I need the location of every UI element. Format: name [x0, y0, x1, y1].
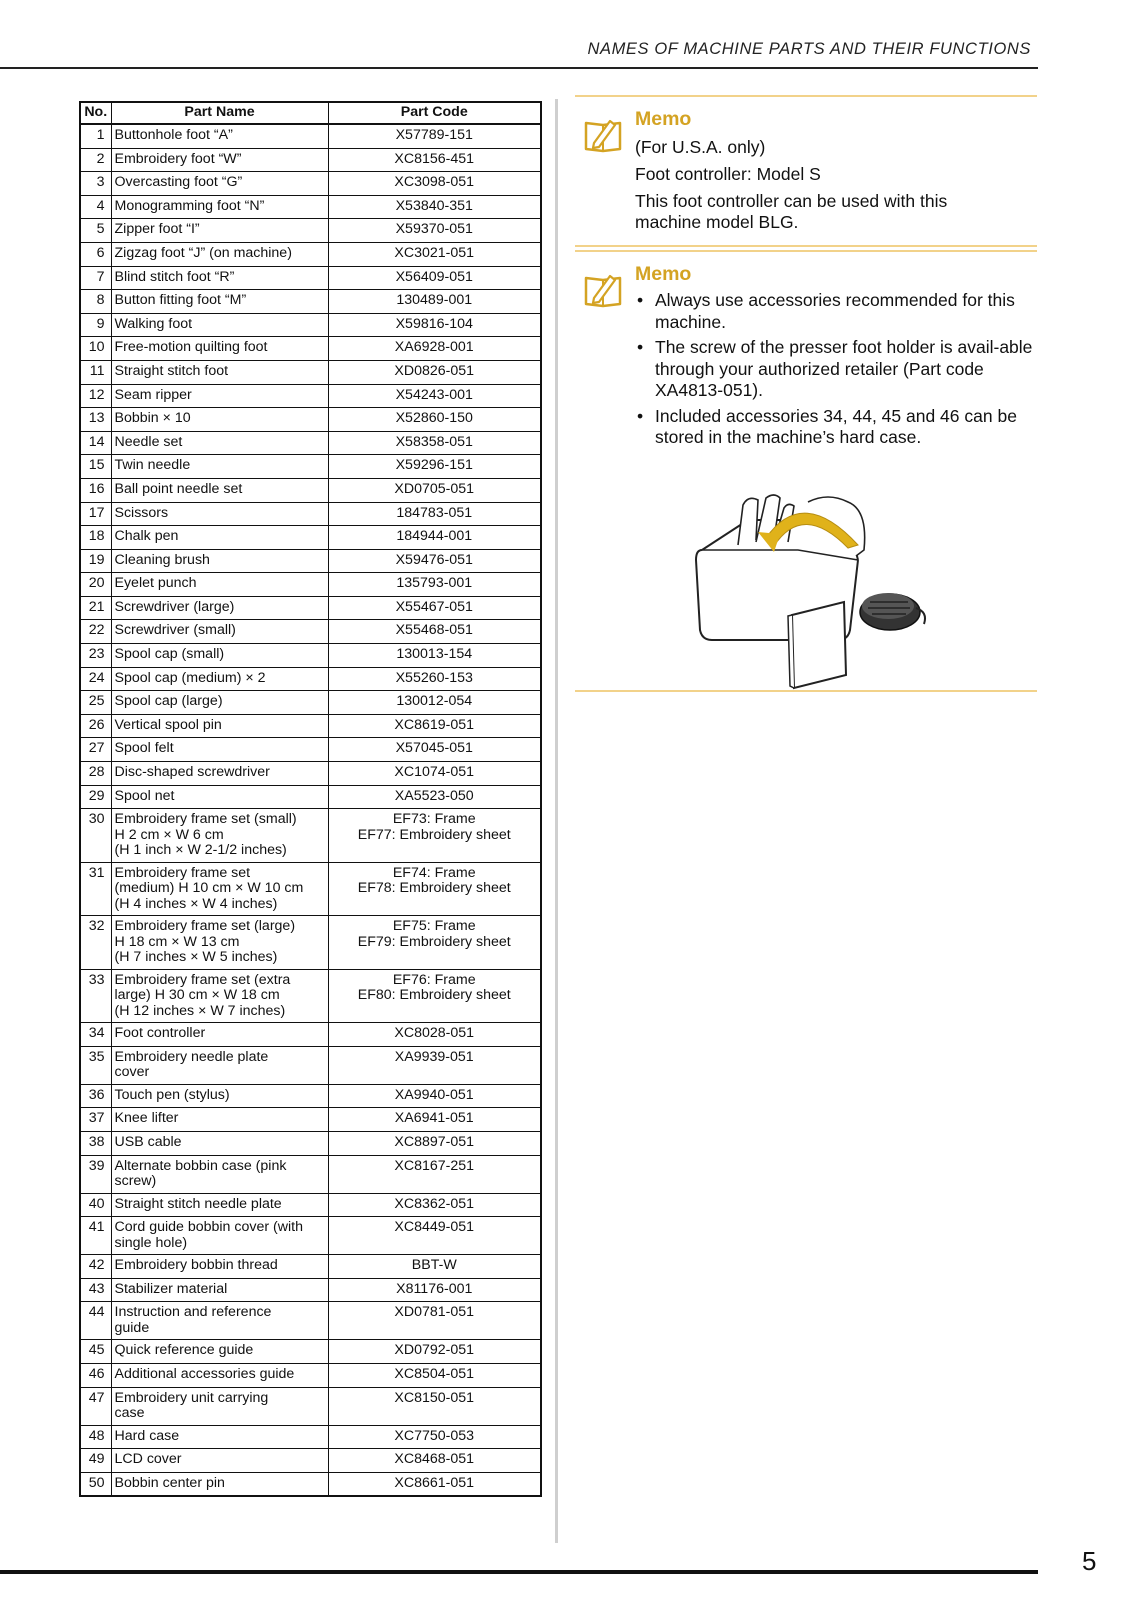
- cell-no: 47: [80, 1387, 111, 1425]
- cell-part-name: Screwdriver (large): [111, 596, 328, 620]
- cell-no: 43: [80, 1278, 111, 1302]
- memo-title: Memo: [635, 108, 692, 130]
- table-row: [80, 384, 541, 408]
- cell-part-name: Embroidery frame set (extra large) H 30 cm × W 18 cm (H 12 inches × W 7 inches): [111, 969, 328, 1023]
- cell-part-code: X54243-001: [328, 384, 541, 408]
- cell-no: 29: [80, 785, 111, 809]
- table-row: [80, 313, 541, 337]
- cell-no: 38: [80, 1132, 111, 1156]
- memo-line: Foot controller: Model S: [635, 164, 821, 184]
- cell-part-code: 184944-001: [328, 526, 541, 550]
- table-row: [80, 195, 541, 219]
- table-row: [80, 1387, 541, 1425]
- table-row: [80, 148, 541, 172]
- table-row: [80, 785, 541, 809]
- cell-part-code: XD0792-051: [328, 1340, 541, 1364]
- cell-part-code: 130489-001: [328, 290, 541, 314]
- cell-part-code: EF74: Frame EF78: Embroidery sheet: [328, 862, 541, 916]
- cell-part-name: Spool net: [111, 785, 328, 809]
- cell-part-code: BBT-W: [328, 1255, 541, 1279]
- cell-no: 46: [80, 1363, 111, 1387]
- cell-part-name: Embroidery needle plate cover: [111, 1046, 328, 1084]
- table-row: [80, 691, 541, 715]
- memo-bullet-item: [635, 406, 1037, 449]
- cell-part-name: Cord guide bobbin cover (with single hole): [111, 1217, 328, 1255]
- table-row: [80, 1084, 541, 1108]
- table-row: [80, 738, 541, 762]
- cell-no: 2: [80, 148, 111, 172]
- cell-part-name: Spool cap (small): [111, 644, 328, 668]
- table-row: [80, 714, 541, 738]
- cell-part-code: XC8156-451: [328, 148, 541, 172]
- cell-part-code: XD0781-051: [328, 1302, 541, 1340]
- cell-part-name: Chalk pen: [111, 526, 328, 550]
- cell-part-code: XA6928-001: [328, 337, 541, 361]
- cell-part-code: EF75: Frame EF79: Embroidery sheet: [328, 916, 541, 970]
- cell-no: 10: [80, 337, 111, 361]
- memo-line: This foot controller can be used with this machine model BLG.: [635, 191, 948, 232]
- cell-part-name: Bobbin center pin: [111, 1472, 328, 1496]
- cell-no: 36: [80, 1084, 111, 1108]
- cell-no: 27: [80, 738, 111, 762]
- cell-no: 21: [80, 596, 111, 620]
- cell-part-code: XC8362-051: [328, 1193, 541, 1217]
- table-row: [80, 172, 541, 196]
- table-row: [80, 862, 541, 916]
- header-part-name: Part Name: [111, 102, 328, 124]
- bullet-icon: •: [637, 337, 644, 357]
- cell-part-name: Free-motion quilting foot: [111, 337, 328, 361]
- table-row: [80, 431, 541, 455]
- footer-rule: [0, 1570, 1038, 1574]
- cell-no: 42: [80, 1255, 111, 1279]
- cell-no: 8: [80, 290, 111, 314]
- header-part-code: Part Code: [328, 102, 541, 124]
- memo-line: (For U.S.A. only): [635, 137, 766, 157]
- header-no: No.: [80, 102, 111, 124]
- cell-no: 41: [80, 1217, 111, 1255]
- cell-no: 32: [80, 916, 111, 970]
- cell-part-name: Bobbin × 10: [111, 408, 328, 432]
- memo-pencil-icon: [583, 272, 623, 308]
- cell-part-name: LCD cover: [111, 1449, 328, 1473]
- cell-no: 23: [80, 644, 111, 668]
- table-row: [80, 219, 541, 243]
- parts-table: [79, 101, 542, 1497]
- cell-part-code: X55468-051: [328, 620, 541, 644]
- table-row: [80, 644, 541, 668]
- cell-part-name: Embroidery frame set (medium) H 10 cm × W 10 cm (H 4 inches × W 4 inches): [111, 862, 328, 916]
- cell-no: 20: [80, 573, 111, 597]
- cell-part-code: XC8619-051: [328, 714, 541, 738]
- cell-part-code: X57789-151: [328, 124, 541, 148]
- cell-part-name: Embroidery bobbin thread: [111, 1255, 328, 1279]
- cell-part-name: Ball point needle set: [111, 478, 328, 502]
- cell-part-code: XC8449-051: [328, 1217, 541, 1255]
- cell-no: 39: [80, 1155, 111, 1193]
- memo-bullet-text: Always use accessories recommended for this machine.: [655, 290, 1015, 332]
- memo-box-accessories: [575, 250, 1037, 453]
- memo-section-end: [575, 690, 1037, 692]
- cell-part-code: X57045-051: [328, 738, 541, 762]
- cell-no: 15: [80, 455, 111, 479]
- cell-no: 30: [80, 809, 111, 863]
- cell-part-name: Hard case: [111, 1425, 328, 1449]
- table-row: [80, 762, 541, 786]
- column-divider: [555, 99, 558, 1543]
- cell-part-code: X55467-051: [328, 596, 541, 620]
- cell-no: 35: [80, 1046, 111, 1084]
- memo-bottom-rule: [575, 690, 1037, 692]
- cell-part-name: Knee lifter: [111, 1108, 328, 1132]
- cell-no: 17: [80, 502, 111, 526]
- cell-part-name: Scissors: [111, 502, 328, 526]
- table-row: [80, 549, 541, 573]
- cell-part-name: Additional accessories guide: [111, 1363, 328, 1387]
- cell-no: 16: [80, 478, 111, 502]
- cell-part-code: XC8468-051: [328, 1449, 541, 1473]
- cell-part-code: XA9939-051: [328, 1046, 541, 1084]
- cell-part-code: 135793-001: [328, 573, 541, 597]
- cell-part-name: Embroidery foot “W”: [111, 148, 328, 172]
- table-row: [80, 1108, 541, 1132]
- table-row: [80, 1363, 541, 1387]
- cell-part-code: XC7750-053: [328, 1425, 541, 1449]
- table-row: [80, 290, 541, 314]
- header-rule: [0, 67, 1038, 69]
- cell-part-code: 130012-054: [328, 691, 541, 715]
- cell-part-name: Needle set: [111, 431, 328, 455]
- cell-no: 40: [80, 1193, 111, 1217]
- cell-no: 34: [80, 1023, 111, 1047]
- cell-part-code: 130013-154: [328, 644, 541, 668]
- cell-part-name: Monogramming foot “N”: [111, 195, 328, 219]
- cell-part-code: XA9940-051: [328, 1084, 541, 1108]
- cell-part-code: XC1074-051: [328, 762, 541, 786]
- memo-bullet-list: [635, 290, 1037, 449]
- cell-part-code: XD0826-051: [328, 360, 541, 384]
- cell-part-name: Buttonhole foot “A”: [111, 124, 328, 148]
- table-row: [80, 1046, 541, 1084]
- cell-part-code: XD0705-051: [328, 478, 541, 502]
- cell-no: 33: [80, 969, 111, 1023]
- table-row: [80, 1255, 541, 1279]
- table-row: [80, 573, 541, 597]
- bullet-icon: •: [637, 405, 644, 426]
- cell-no: 48: [80, 1425, 111, 1449]
- cell-part-code: X81176-001: [328, 1278, 541, 1302]
- cell-part-code: EF73: Frame EF77: Embroidery sheet: [328, 809, 541, 863]
- table-row: [80, 1217, 541, 1255]
- cell-no: 11: [80, 360, 111, 384]
- cell-part-name: Quick reference guide: [111, 1340, 328, 1364]
- cell-no: 49: [80, 1449, 111, 1473]
- table-row: [80, 620, 541, 644]
- table-header-row: [80, 102, 541, 124]
- table-row: [80, 1132, 541, 1156]
- running-header: NAMES OF MACHINE PARTS AND THEIR FUNCTIONS: [587, 40, 1031, 58]
- cell-part-name: Disc-shaped screwdriver: [111, 762, 328, 786]
- cell-part-code: XA5523-050: [328, 785, 541, 809]
- cell-no: 18: [80, 526, 111, 550]
- cell-no: 19: [80, 549, 111, 573]
- cell-part-name: Stabilizer material: [111, 1278, 328, 1302]
- cell-no: 13: [80, 408, 111, 432]
- cell-part-name: Walking foot: [111, 313, 328, 337]
- cell-no: 50: [80, 1472, 111, 1496]
- table-row: [80, 408, 541, 432]
- cell-part-code: X59296-151: [328, 455, 541, 479]
- cell-part-code: EF76: Frame EF80: Embroidery sheet: [328, 969, 541, 1023]
- cell-part-code: XC8504-051: [328, 1363, 541, 1387]
- cell-part-name: Zigzag foot “J” (on machine): [111, 242, 328, 266]
- cell-part-name: Zipper foot “I”: [111, 219, 328, 243]
- table-row: [80, 526, 541, 550]
- cell-part-name: Embroidery frame set (large) H 18 cm × W 13 cm (H 7 inches × W 5 inches): [111, 916, 328, 970]
- table-row: [80, 266, 541, 290]
- table-row: [80, 455, 541, 479]
- cell-part-name: Embroidery frame set (small) H 2 cm × W 6 cm (H 1 inch × W 2-1/2 inches): [111, 809, 328, 863]
- cell-part-name: Vertical spool pin: [111, 714, 328, 738]
- table-row: [80, 502, 541, 526]
- page-number: 5: [1082, 1546, 1097, 1576]
- cell-part-name: Screwdriver (small): [111, 620, 328, 644]
- cell-part-code: X58358-051: [328, 431, 541, 455]
- cell-part-name: Cleaning brush: [111, 549, 328, 573]
- cell-no: 7: [80, 266, 111, 290]
- table-row: [80, 1193, 541, 1217]
- cell-no: 3: [80, 172, 111, 196]
- cell-part-name: Straight stitch foot: [111, 360, 328, 384]
- cell-part-name: USB cable: [111, 1132, 328, 1156]
- cell-part-name: Twin needle: [111, 455, 328, 479]
- cell-part-code: 184783-051: [328, 502, 541, 526]
- cell-no: 26: [80, 714, 111, 738]
- memo-top-rule: [575, 250, 1037, 252]
- cell-part-code: XC8150-051: [328, 1387, 541, 1425]
- cell-part-name: Spool felt: [111, 738, 328, 762]
- table-row: [80, 1155, 541, 1193]
- cell-no: 31: [80, 862, 111, 916]
- cell-part-code: XA6941-051: [328, 1108, 541, 1132]
- table-row: [80, 1023, 541, 1047]
- table-row: [80, 478, 541, 502]
- table-row: [80, 1449, 541, 1473]
- table-row: [80, 667, 541, 691]
- cell-part-name: Spool cap (medium) × 2: [111, 667, 328, 691]
- table-row: [80, 809, 541, 863]
- cell-part-name: Spool cap (large): [111, 691, 328, 715]
- table-row: [80, 1472, 541, 1496]
- cell-part-code: XC3021-051: [328, 242, 541, 266]
- memo-top-rule: [575, 95, 1037, 97]
- cell-no: 24: [80, 667, 111, 691]
- cell-part-code: X59476-051: [328, 549, 541, 573]
- cell-no: 37: [80, 1108, 111, 1132]
- cell-no: 12: [80, 384, 111, 408]
- cell-part-code: XC8167-251: [328, 1155, 541, 1193]
- cell-part-code: XC3098-051: [328, 172, 541, 196]
- parts-table-body: [80, 124, 541, 1496]
- cell-no: 4: [80, 195, 111, 219]
- table-row: [80, 1340, 541, 1364]
- memo-bullet-item: [635, 337, 1037, 402]
- cell-no: 22: [80, 620, 111, 644]
- hard-case-illustration: [688, 490, 934, 690]
- cell-part-name: Alternate bobbin case (pink screw): [111, 1155, 328, 1193]
- cell-part-name: Blind stitch foot “R”: [111, 266, 328, 290]
- memo-title: Memo: [635, 263, 692, 285]
- cell-part-name: Button fitting foot “M”: [111, 290, 328, 314]
- cell-part-name: Straight stitch needle plate: [111, 1193, 328, 1217]
- memo-bullet-text: The screw of the presser foot holder is avail-able through your authorized retailer (Part code XA4813-051).: [655, 337, 1033, 400]
- cell-part-code: XC8661-051: [328, 1472, 541, 1496]
- cell-part-name: Eyelet punch: [111, 573, 328, 597]
- table-row: [80, 242, 541, 266]
- cell-no: 9: [80, 313, 111, 337]
- cell-part-code: X59816-104: [328, 313, 541, 337]
- table-row: [80, 596, 541, 620]
- memo-bullet-text: Included accessories 34, 44, 45 and 46 can be stored in the machine’s hard case.: [655, 405, 1017, 447]
- memo-pencil-icon: [583, 117, 623, 153]
- cell-part-name: Embroidery unit carrying case: [111, 1387, 328, 1425]
- cell-part-code: XC8897-051: [328, 1132, 541, 1156]
- table-row: [80, 916, 541, 970]
- table-row: [80, 1278, 541, 1302]
- table-row: [80, 1425, 541, 1449]
- cell-part-name: Overcasting foot “G”: [111, 172, 328, 196]
- table-row: [80, 969, 541, 1023]
- memo-bullet-item: [635, 290, 1037, 333]
- cell-part-code: X56409-051: [328, 266, 541, 290]
- cell-part-name: Instruction and reference guide: [111, 1302, 328, 1340]
- memo-box-foot-controller: [575, 95, 1037, 247]
- memo-bottom-rule: [575, 245, 1037, 247]
- cell-no: 14: [80, 431, 111, 455]
- cell-part-code: X59370-051: [328, 219, 541, 243]
- cell-no: 1: [80, 124, 111, 148]
- table-row: [80, 337, 541, 361]
- cell-part-code: XC8028-051: [328, 1023, 541, 1047]
- cell-no: 44: [80, 1302, 111, 1340]
- cell-no: 25: [80, 691, 111, 715]
- cell-part-name: Seam ripper: [111, 384, 328, 408]
- cell-no: 28: [80, 762, 111, 786]
- cell-no: 45: [80, 1340, 111, 1364]
- bullet-icon: •: [637, 290, 644, 310]
- cell-part-code: X55260-153: [328, 667, 541, 691]
- table-row: [80, 124, 541, 148]
- cell-part-code: X53840-351: [328, 195, 541, 219]
- cell-part-name: Foot controller: [111, 1023, 328, 1047]
- cell-no: 5: [80, 219, 111, 243]
- table-row: [80, 360, 541, 384]
- table-row: [80, 1302, 541, 1340]
- cell-no: 6: [80, 242, 111, 266]
- cell-part-name: Touch pen (stylus): [111, 1084, 328, 1108]
- cell-part-code: X52860-150: [328, 408, 541, 432]
